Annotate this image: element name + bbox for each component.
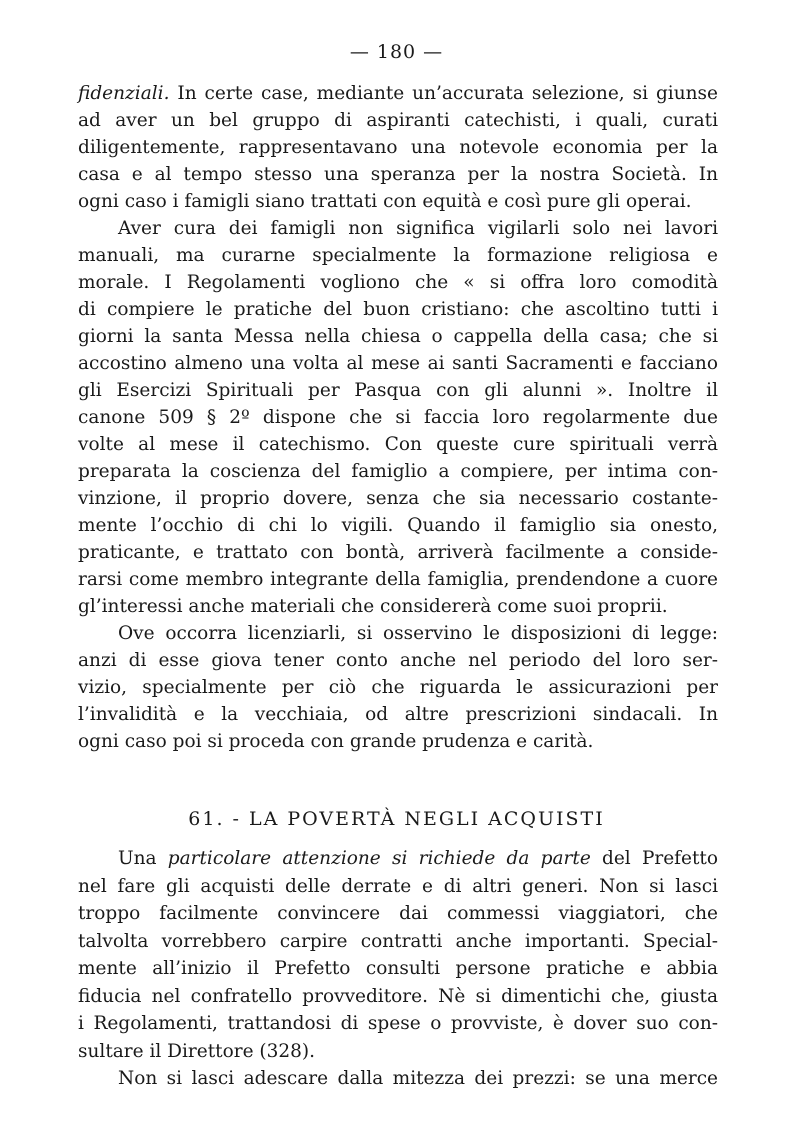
text-line: canone 509 § 2º dispone che si faccia loro regolarmente due [78, 407, 718, 428]
text-line: vizio, specialmente per ciò che riguarda le assicurazioni per [78, 677, 718, 698]
text-line: troppo facilmente convincere dai commessi viaggiatori, che [78, 903, 718, 924]
text-line [78, 80, 718, 107]
body-text-section-2 [78, 845, 718, 1093]
text-line: preparata la coscienza del famiglio a compiere, per intima con- [78, 461, 718, 482]
paragraph-first-line: Non si lasci adescare dalla mitezza dei prezzi: se una merce [118, 1068, 718, 1089]
text-line: gli Esercizi Spirituali per Pasqua con gli alunni ». Inoltre il [78, 380, 718, 401]
text-line: vinzione, il proprio dovere, senza che sia necessario costante- [78, 488, 718, 509]
text-line: di compiere le pratiche del buon cristiano: che ascoltino tutti i [78, 299, 718, 320]
text-line: mente l’occhio di chi lo vigili. Quando il famiglio sia onesto, [78, 515, 718, 536]
text-line: morale. I Regolamenti vogliono che « si offra loro comodità [78, 272, 718, 293]
text-line: anzi di esse giova tener conto anche nel periodo del loro ser- [78, 650, 718, 671]
section-heading: 61. - LA POVERTÀ NEGLI ACQUISTI [188, 808, 605, 830]
text-line: manuali, ma curarne specialmente la formazione religiosa e [78, 245, 718, 266]
text-line: ogni caso i famigli siano trattati con equità e così pure gli operai. [78, 191, 692, 212]
text-line: giorni la santa Messa nella chiesa o cappella della casa; che si [78, 326, 718, 347]
italic-word: fidenziali. [78, 83, 170, 104]
text-line: rarsi come membro integrante della famiglia, prendendone a cuore [78, 569, 718, 590]
text-line: fiducia nel confratello provveditore. Nè si dimentichi che, giusta [78, 985, 718, 1007]
text-span: In certe case, mediante un’accurata selezione, si giunse [169, 83, 718, 104]
text-line: casa e al tempo stesso una speranza per la nostra Società. In [78, 164, 718, 185]
page-number: — 180 — [349, 41, 444, 63]
text-line: diligentemente, rappresentavano una notevole economia per la [78, 137, 718, 158]
text-line: talvolta vorrebbero carpire contratti anche importanti. Special- [78, 930, 718, 952]
text-line: l’invalidità e la vecchiaia, od altre prescrizioni sindacali. In [78, 704, 718, 725]
paragraph-first-line: Aver cura dei famigli non significa vigilarli solo nei lavori [118, 218, 718, 239]
body-text-section-1 [78, 80, 718, 755]
paragraph-first-line: Una particolare attenzione si richiede da parte del Prefetto [118, 848, 718, 869]
text-line: i Regolamenti, trattandosi di spese o provviste, è dover suo con- [78, 1013, 718, 1034]
text-line: praticante, e trattato con bontà, arriverà facilmente a conside- [78, 542, 718, 563]
text-line: gl’interessi anche materiali che considererà come suoi proprii. [78, 596, 668, 617]
text-line: ad aver un bel gruppo di aspiranti catechisti, i quali, curati [78, 110, 718, 131]
text-line: mente all’inizio il Prefetto consulti persone pratiche e abbia [78, 958, 718, 979]
text-line: volte al mese il catechismo. Con queste cure spirituali verrà [78, 434, 718, 455]
italic-phrase: particolare attenzione si richiede da parte [167, 848, 591, 869]
text-line: nel fare gli acquisti delle derrate e di altri generi. Non si lasci [78, 875, 718, 897]
text-line: accostino almeno una volta al mese ai santi Sacramenti e facciano [78, 353, 718, 374]
text-line: ogni caso poi si proceda con grande prudenza e carità. [78, 731, 594, 752]
paragraph-first-line: Ove occorra licenziarli, si osservino le disposizioni di legge: [118, 623, 718, 644]
text-line: sultare il Direttore (328). [78, 1040, 316, 1062]
